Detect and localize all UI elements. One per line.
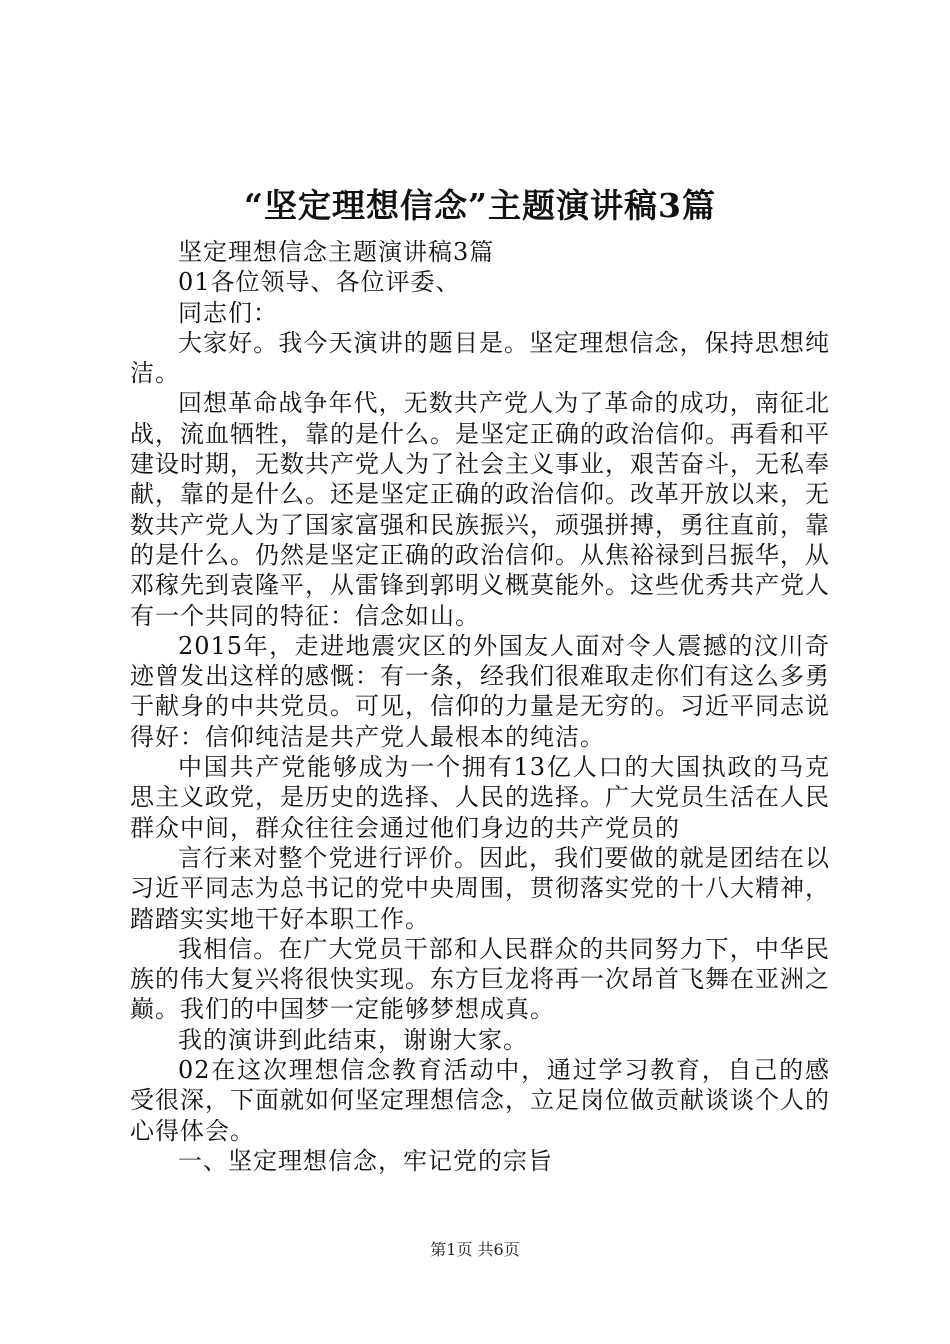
paragraph: 坚定理想信念主题演讲稿3篇 [178,238,495,266]
paragraph: 02在这次理想信念教育活动中，通过学习教育，自己的感受很深，下面就如何坚定理想信念，立足岗位做贡献谈谈个人的心得体会。 [130,1056,830,1145]
paragraph: 中国共产党能够成为一个拥有13亿人口的大国执政的马克思主义政党，是历史的选择、人民的选择。广大党员生活在人民群众中间，群众往往会通过他们身边的共产党员的 [130,753,830,842]
document-body [130,237,830,1176]
paragraph: 言行来对整个党进行评价。因此，我们要做的就是团结在以习近平同志为总书记的党中央周围，贯彻落实党的十八大精神，踏踏实实地干好本职工作。 [130,843,830,933]
paragraph: 我相信。在广大党员干部和人民群众的共同努力下，中华民族的伟大复兴将很快实现。东方巨龙将再一次昂首飞舞在亚洲之巅。我们的中国梦一定能够梦想成真。 [130,934,830,1024]
paragraph: 我的演讲到此结束，谢谢大家。 [178,1025,528,1054]
document-title: “坚定理想信念”主题演讲稿3篇 [244,186,716,225]
paragraph: 2015年，走进地震灾区的外国友人面对令人震撼的汶川奇迹曾发出这样的感慨：有一条，经我们很难取走你们有这么多勇于献身的中共党员。可见，信仰的力量是无穷的。习近平同志说得好：信仰纯洁是共产党人最根本的纯洁。 [130,631,830,751]
paragraph: 大家好。我今天演讲的题目是。坚定理想信念，保持思想纯洁。 [130,328,830,388]
paragraph: 一、坚定理想信念，牢记党的宗旨 [178,1146,553,1175]
document-page [130,0,830,1344]
paragraph: 01各位领导、各位评委、 [178,268,461,297]
page-footer: 第1页 共6页 [430,1240,520,1259]
paragraph: 同志们： [178,298,278,327]
paragraph: 回想革命战争年代，无数共产党人为了革命的成功，南征北战，流血牺牲，靠的是什么。是坚定正确的政治信仰。再看和平建设时期，无数共产党人为了社会主义事业，艰苦奋斗，无私奉献，靠的是什么。还是坚定正确的政治信仰。改革开放以来，无数共产党人为了国家富强和民族振兴，顽强拼搏，勇往直前，靠的是什么。仍然是坚定正确的政治信仰。从焦裕禄到吕振华，从邓稼先到袁隆平，从雷锋到郭明义概莫能外。这些优秀共产党人有一个共同的特征：信念如山。 [130,389,830,630]
